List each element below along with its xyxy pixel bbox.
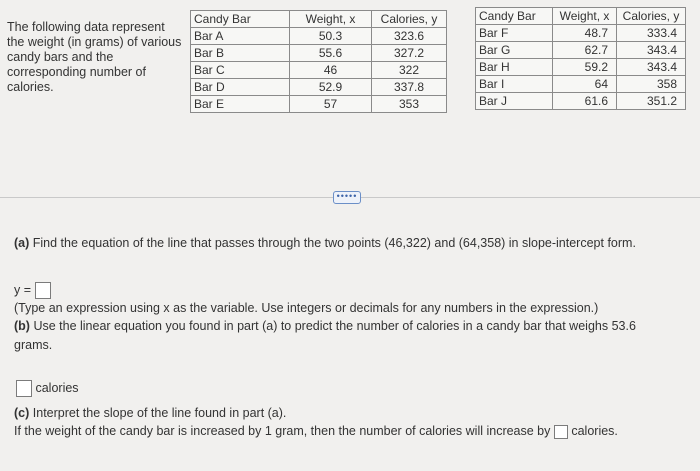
table-cell: 55.6 [290, 45, 372, 62]
y-equals-label: y = [14, 283, 32, 297]
table-row [476, 42, 686, 59]
part-a-hint: (Type an expression using x as the variable. Use integers or decimals for any numbers in the expression.) [14, 301, 599, 315]
table-cell: 358 [617, 76, 686, 93]
table-cell: 59.2 [553, 59, 617, 76]
table-cell: 62.7 [553, 42, 617, 59]
part-a-label: (a) [14, 236, 30, 250]
part-a-question [14, 235, 636, 252]
table-cell: 327.2 [372, 45, 447, 62]
table-cell: 337.8 [372, 79, 447, 96]
column-header: Weight, x [290, 11, 372, 28]
table-cell: Bar D [191, 79, 290, 96]
data-table-1 [190, 10, 447, 113]
part-c-answer-row [14, 423, 618, 440]
table-row [191, 28, 447, 45]
problem-intro: The following data represent the weight (in grams) of various candy bars and the corresponding number of calories. [7, 20, 182, 94]
part-a-text: Find the equation of the line that passes through the two points (46,322) and (64,358) in slope-intercept form. [32, 236, 636, 250]
part-b-unit: calories [35, 381, 79, 395]
part-c-question [14, 405, 286, 422]
part-c-unit: calories. [571, 424, 618, 438]
table-cell: 52.9 [290, 79, 372, 96]
table-header-row [191, 11, 447, 28]
part-b-text: Use the linear equation you found in part (a) to predict the number of calories in a candy bar that weighs 53.6 [33, 319, 636, 333]
table-row [191, 96, 447, 113]
table-row [476, 76, 686, 93]
part-b-label: (b) [14, 319, 30, 333]
table-cell: Bar B [191, 45, 290, 62]
part-c-text: Interpret the slope of the line found in part (a). [32, 406, 287, 420]
table-row [476, 59, 686, 76]
table-row [191, 79, 447, 96]
column-header: Candy Bar [191, 11, 290, 28]
part-b-question [14, 318, 636, 335]
table-row [191, 62, 447, 79]
table-cell: Bar E [191, 96, 290, 113]
table-row [191, 45, 447, 62]
table-cell: 322 [372, 62, 447, 79]
table-cell: Bar G [476, 42, 553, 59]
table-cell: 343.4 [617, 42, 686, 59]
table-cell: Bar H [476, 59, 553, 76]
table-row [476, 25, 686, 42]
part-a-answer-row [14, 282, 51, 299]
table-cell: 353 [372, 96, 447, 113]
table-cell: 333.4 [617, 25, 686, 42]
calories-answer-input[interactable] [16, 380, 32, 397]
table-cell: 351.2 [617, 93, 686, 110]
slope-answer-input[interactable] [554, 425, 568, 439]
column-header: Calories, y [372, 11, 447, 28]
table-cell: Bar F [476, 25, 553, 42]
table-cell: Bar I [476, 76, 553, 93]
table-cell: Bar C [191, 62, 290, 79]
equation-answer-input[interactable] [35, 282, 51, 299]
part-b-answer-row [16, 380, 79, 397]
part-b-text-cont: grams. [14, 338, 53, 352]
table-cell: Bar J [476, 93, 553, 110]
table-header-row [476, 8, 686, 25]
column-header: Weight, x [553, 8, 617, 25]
table-cell: 48.7 [553, 25, 617, 42]
part-c-sentence: If the weight of the candy bar is increased by 1 gram, then the number of calories will increase by [14, 424, 551, 438]
data-table-2 [475, 7, 686, 110]
column-header: Candy Bar [476, 8, 553, 25]
column-header: Calories, y [617, 8, 686, 25]
table-cell: 50.3 [290, 28, 372, 45]
table-cell: 323.6 [372, 28, 447, 45]
table-cell: 61.6 [553, 93, 617, 110]
table-cell: 57 [290, 96, 372, 113]
part-c-label: (c) [14, 406, 30, 420]
table-cell: 46 [290, 62, 372, 79]
table-cell: 64 [553, 76, 617, 93]
table-cell: Bar A [191, 28, 290, 45]
table-row [476, 93, 686, 110]
table-cell: 343.4 [617, 59, 686, 76]
show-more-button[interactable]: ••••• [333, 191, 361, 204]
